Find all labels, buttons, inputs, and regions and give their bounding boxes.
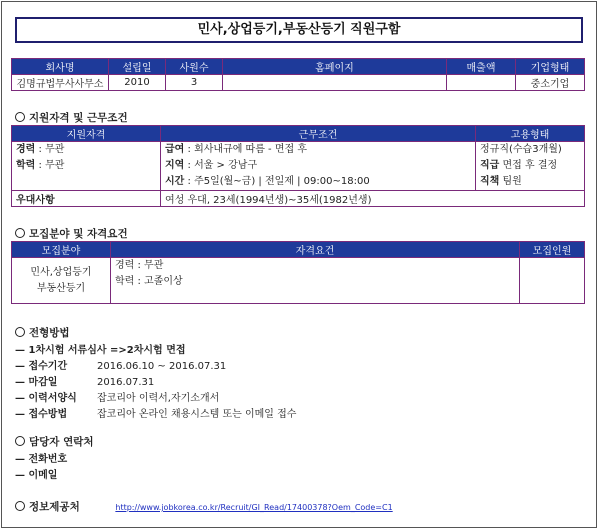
circle-bullet-icon — [15, 112, 25, 122]
period-value: 2016.06.10 ~ 2016.07.31 — [97, 361, 227, 372]
circle-bullet-icon — [15, 436, 25, 446]
method-row — [15, 405, 296, 420]
requirements-cell — [111, 258, 520, 304]
duty-label: 직책 — [480, 176, 500, 187]
circle-bullet-icon — [15, 327, 25, 337]
circle-bullet-icon — [15, 501, 25, 511]
form-label: — 이력서양식 — [15, 393, 77, 404]
header-requirements: 자격요건 — [111, 242, 520, 258]
preference-label: 우대사항 — [12, 191, 161, 207]
region-label: 지역 — [165, 160, 185, 171]
requirement-education: 학력 : 고졸이상 — [115, 276, 183, 287]
section-process-title: 전형방법 — [15, 325, 70, 340]
header-field: 모집분야 — [12, 242, 111, 258]
company-header-type: 기업형태 — [516, 59, 585, 75]
pay-value: : 회사내규에 따름 - 면접 후 — [187, 144, 307, 155]
career-value: : 무관 — [38, 144, 65, 155]
time-value: : 주5일(월~금) | 전일제 | 09:00~18:00 — [187, 176, 370, 187]
company-header-sales: 매출액 — [447, 59, 516, 75]
employment-cell — [476, 142, 585, 191]
deadline-label: — 마감일 — [15, 377, 58, 388]
preference-value: 여성 우대, 23세(1994년생)~35세(1982년생) — [161, 191, 585, 207]
section-qualifications-title: 지원자격 및 근무조건 — [15, 110, 128, 125]
edu-value: : 무관 — [38, 160, 65, 171]
process-step: — 1차시험 서류심사 =>2차시험 면접 — [15, 345, 186, 356]
company-name: 김명규법무사사무소 — [12, 75, 109, 91]
company-info-table — [11, 58, 585, 91]
period-label: — 접수기간 — [15, 361, 68, 372]
header-headcount: 모집인원 — [520, 242, 585, 258]
rank-value: 면접 후 결정 — [502, 160, 558, 171]
company-header-founded: 설립일 — [109, 59, 166, 75]
field-cell — [12, 258, 111, 304]
method-label: — 접수방법 — [15, 409, 68, 420]
section-source-row — [15, 499, 393, 514]
header-employment-type: 고용형태 — [476, 126, 585, 142]
company-founded: 2010 — [109, 75, 166, 91]
form-value: 잡코리아 이력서,자기소개서 — [97, 393, 220, 404]
section-contact-title: 담당자 연락처 — [15, 434, 94, 449]
header-qualifications: 지원자격 — [12, 126, 161, 142]
edu-label: 학력 — [16, 160, 36, 171]
section-source-title: 정보제공처 — [29, 501, 80, 513]
company-header-employees: 사원수 — [166, 59, 223, 75]
field-line-2: 부동산등기 — [36, 282, 86, 294]
requirement-career: 경력 : 무관 — [115, 260, 164, 271]
duty-value: 팀원 — [502, 176, 522, 187]
company-header-name: 회사명 — [12, 59, 109, 75]
qualifications-cell — [12, 142, 161, 191]
pay-label: 급여 — [165, 144, 185, 155]
company-employees: 3 — [166, 75, 223, 91]
region-value: : 서울 > 강남구 — [187, 160, 258, 171]
conditions-cell — [161, 142, 476, 191]
page-title: 민사,상업등기,부동산등기 직원구함 — [15, 17, 583, 43]
field-line-1: 민사,상업등기 — [30, 266, 92, 278]
method-value: 잡코리아 온라인 채용시스템 또는 이메일 접수 — [97, 409, 297, 420]
company-sales — [447, 75, 516, 91]
circle-bullet-icon — [15, 228, 25, 238]
fields-table — [11, 241, 585, 304]
employment-value: 정규직(수습3개월) — [480, 144, 562, 155]
header-conditions: 근무조건 — [161, 126, 476, 142]
deadline-value: 2016.07.31 — [97, 377, 155, 388]
company-type: 중소기업 — [516, 75, 585, 91]
contact-phone-label: — 전화번호 — [15, 454, 68, 465]
company-homepage[interactable] — [223, 75, 447, 91]
career-label: 경력 — [16, 144, 36, 155]
rank-label: 직급 — [480, 160, 500, 171]
form-row — [15, 389, 219, 404]
qualifications-table — [11, 125, 585, 207]
section-fields-title: 모집분야 및 자격요건 — [15, 226, 128, 241]
time-label: 시간 — [165, 176, 185, 187]
deadline-row — [15, 373, 154, 388]
contact-email-label: — 이메일 — [15, 470, 58, 481]
source-link[interactable]: http://www.jobkorea.co.kr/Recruit/GI_Read/17400378?Oem_Code=C1 — [115, 503, 393, 512]
period-row — [15, 357, 226, 372]
job-posting-page — [1, 1, 597, 528]
headcount-cell — [520, 258, 585, 304]
company-header-homepage: 홈페이지 — [223, 59, 447, 75]
